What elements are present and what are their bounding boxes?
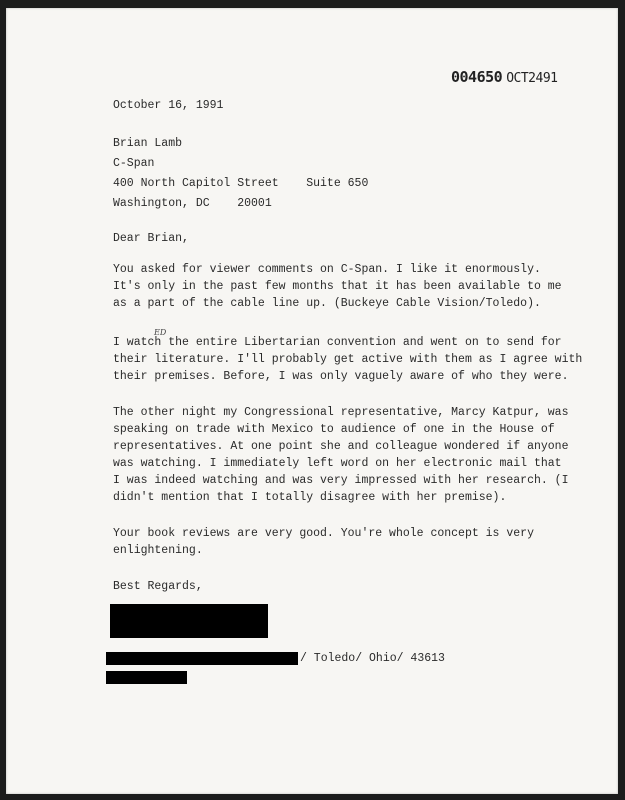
recipient-street: 400 North Capitol Street Suite 650 [113,177,369,190]
redacted-phone [106,671,187,684]
letter-page [6,8,618,794]
paragraph-2-line: their literature. I'll probably get active with them as I agree with [113,353,583,366]
closing: Best Regards, [113,580,203,593]
paragraph-3-line: didn't mention that I totally disagree with her premise). [113,491,507,504]
stamp-date: OCT2491 [506,71,558,86]
handwritten-mark: ED [154,328,167,337]
paragraph-3-line: I was indeed watching and was very impressed with her research. (I [113,474,569,487]
redacted-street-address [106,652,298,665]
stamp-number: 004650 [451,68,503,86]
sender-city-state-zip: / Toledo/ Ohio/ 43613 [300,652,445,665]
paragraph-2-line: I watch the entire Libertarian convention and went on to send for [113,336,562,349]
paragraph-4-line: Your book reviews are very good. You're whole concept is very [113,527,534,540]
paragraph-3-line: was watching. I immediately left word on her electronic mail that [113,457,562,470]
paragraph-3-line: representatives. At one point she and colleague wondered if anyone [113,440,569,453]
letter-date: October 16, 1991 [113,99,224,112]
paragraph-3-line: speaking on trade with Mexico to audience of one in the House of [113,423,555,436]
recipient-city: Washington, DC 20001 [113,197,272,210]
recipient-org: C-Span [113,157,155,170]
paragraph-1-line: You asked for viewer comments on C-Span. I like it enormously. [113,263,541,276]
receipt-stamp [451,68,557,86]
paragraph-4-line: enlightening. [113,544,203,557]
recipient-name: Brian Lamb [113,137,183,150]
paragraph-3-line: The other night my Congressional representative, Marcy Katpur, was [113,406,569,419]
redacted-signature [110,604,268,638]
salutation: Dear Brian, [113,232,189,245]
paragraph-1-line: as a part of the cable line up. (Buckeye Cable Vision/Toledo). [113,297,541,310]
paragraph-1-line: It's only in the past few months that it has been available to me [113,280,562,293]
paragraph-2-line: their premises. Before, I was only vaguely aware of who they were. [113,370,569,383]
